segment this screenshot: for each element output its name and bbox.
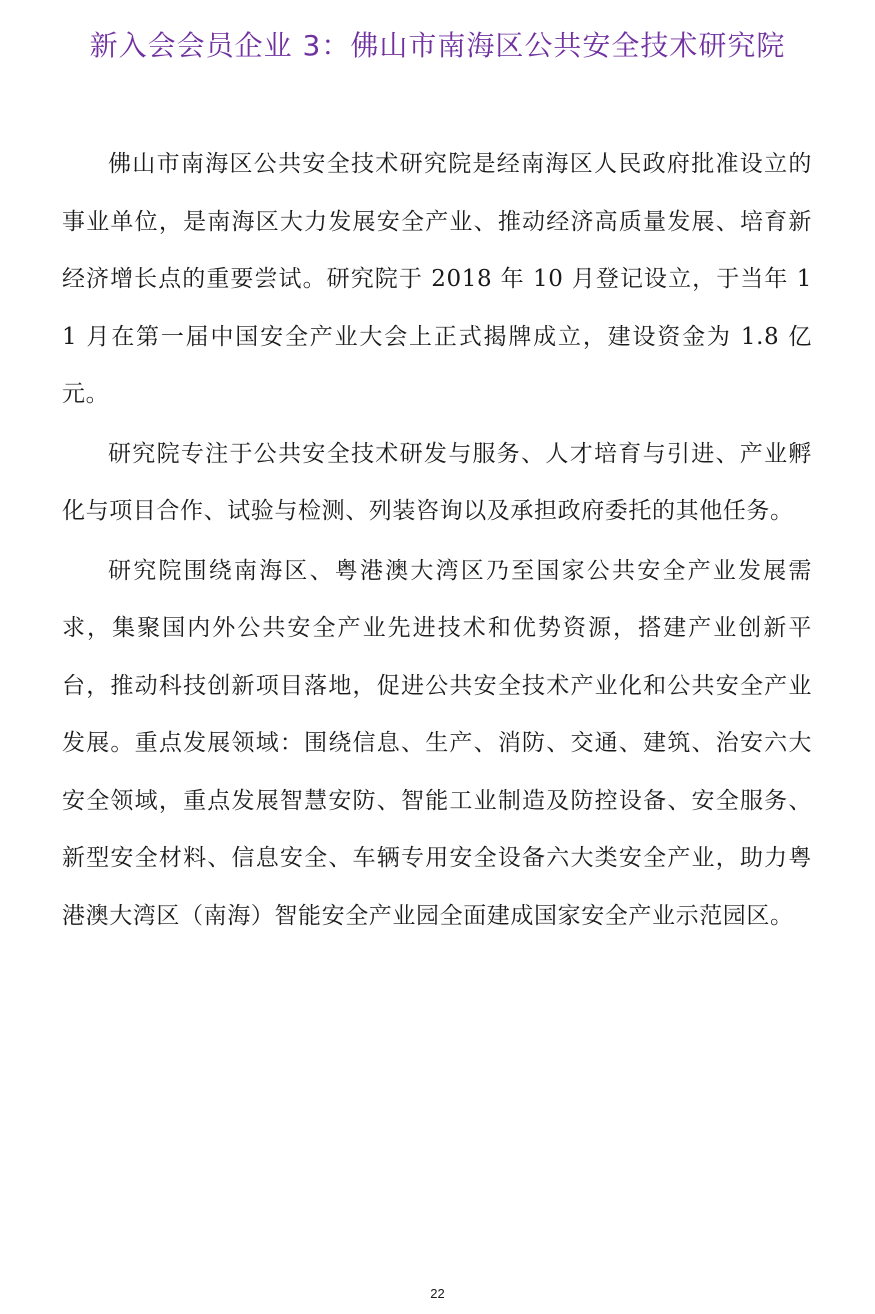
page-title: 新入会会员企业 3：佛山市南海区公共安全技术研究院	[89, 29, 786, 62]
body-text	[62, 136, 812, 947]
paragraph-focus: 研究院专注于公共安全技术研发与服务、人才培育与引进、产业孵化与项目合作、试验与检测、列装咨询以及承担政府委托的其他任务。	[62, 440, 812, 524]
paragraph-intro: 佛山市南海区公共安全技术研究院是经南海区人民政府批准设立的事业单位，是南海区大力发展安全产业、推动经济高质量发展、培育新经济增长点的重要尝试。研究院于 2018 年 10 月登记设立，于当年 11 月在第一届中国安全产业大会上正式揭牌成立，建设资金为 1.8 亿元。	[62, 151, 812, 407]
paragraph-development: 研究院围绕南海区、粤港澳大湾区乃至国家公共安全产业发展需求，集聚国内外公共安全产业先进技术和优势资源，搭建产业创新平台，推动科技创新项目落地，促进公共安全技术产业化和公共安全产业发展。重点发展领域：围绕信息、生产、消防、交通、建筑、治安六大安全领域，重点发展智慧安防、智能工业制造及防控设备、安全服务、新型安全材料、信息安全、车辆专用安全设备六大类安全产业，助力粤港澳大湾区（南海）智能安全产业园全面建成国家安全产业示范园区。	[62, 557, 812, 929]
page-number: 22	[430, 1286, 445, 1301]
